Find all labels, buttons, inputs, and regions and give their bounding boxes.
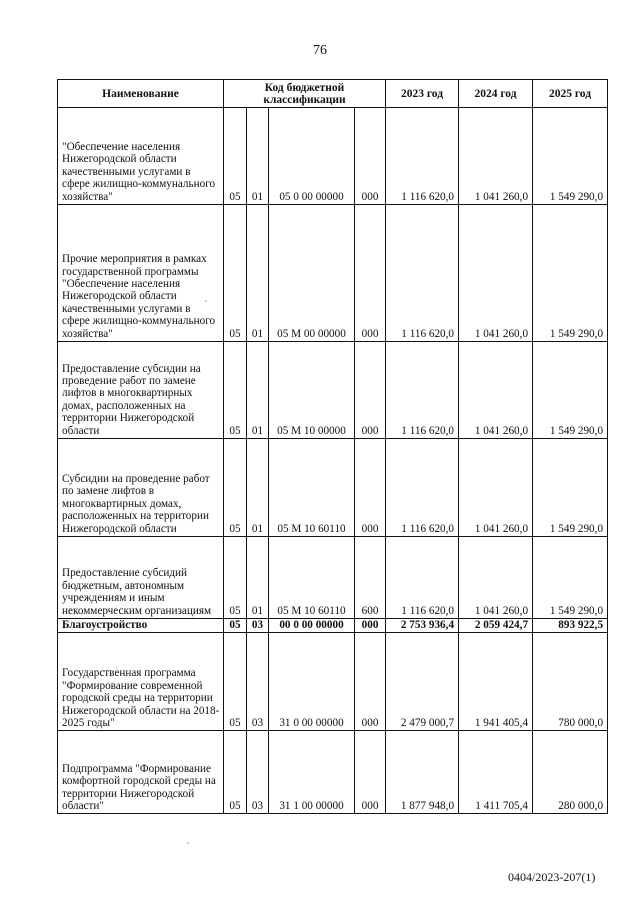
row-value-2023: 1 116 620,0 [386,439,459,537]
table-header-row [58,80,608,108]
table-row [58,108,608,205]
row-expense-type-code: 000 [355,342,386,439]
row-target-article-code: 05 М 10 00000 [269,342,355,439]
table-row [58,731,608,814]
row-name: "Обеспечение населения Нижегородской области качественными услугами в сфере жилищно-коммунального хозяйства" [58,108,224,205]
row-value-2025: 893 922,5 [533,619,608,633]
row-name: Предоставление субсидии на проведение работ по замене лифтов в многоквартирных домах, расположенных на территории Нижегородской области [58,342,224,439]
row-subsection-code: 01 [247,108,269,205]
row-target-article-code: 31 1 00 00000 [269,731,355,814]
row-expense-type-code: 600 [355,537,386,619]
row-value-2025: 280 000,0 [533,731,608,814]
row-expense-type-code: 000 [355,108,386,205]
row-expense-type-code: 000 [355,619,386,633]
row-value-2023: 2 479 000,7 [386,633,459,731]
row-value-2024: 1 041 260,0 [459,342,533,439]
row-value-2023: 1 116 620,0 [386,342,459,439]
row-name: Прочие мероприятия в рамках государственной программы "Обеспечение населения Нижегородской области качественными услугами в сфере жилищно-коммунального хозяйства" [58,205,224,342]
row-value-2024: 1 941 405,4 [459,633,533,731]
row-name: Благоустройство [58,619,224,633]
row-target-article-code: 00 0 00 00000 [269,619,355,633]
table-row [58,537,608,619]
row-name: Субсидии на проведение работ по замене лифтов в многоквартирных домах, расположенных на территории Нижегородской области [58,439,224,537]
row-name: Подпрограмма "Формирование комфортной городской среды на территории Нижегородской области" [58,731,224,814]
row-target-article-code: 05 0 00 00000 [269,108,355,205]
row-value-2025: 780 000,0 [533,633,608,731]
row-value-2025: 1 549 290,0 [533,205,608,342]
header-2023: 2023 год [386,80,459,108]
scan-speck [187,842,189,844]
row-target-article-code: 05 М 10 60110 [269,537,355,619]
row-value-2024: 1 411 705,4 [459,731,533,814]
row-expense-type-code: 000 [355,731,386,814]
row-value-2023: 1 116 620,0 [386,108,459,205]
row-expense-type-code: 000 [355,205,386,342]
row-section-code: 05 [224,537,247,619]
row-subsection-code: 01 [247,439,269,537]
row-target-article-code: 31 0 00 00000 [269,633,355,731]
document-code: 0404/2023-207(1) [508,870,596,884]
table-row [58,205,608,342]
row-section-code: 05 [224,108,247,205]
row-value-2024: 1 041 260,0 [459,108,533,205]
row-expense-type-code: 000 [355,439,386,537]
row-section-code: 05 [224,205,247,342]
header-code: Код бюджетной классификации [224,80,386,108]
header-2024: 2024 год [459,80,533,108]
table-row [58,633,608,731]
row-target-article-code: 05 М 00 00000 [269,205,355,342]
row-value-2024: 1 041 260,0 [459,439,533,537]
row-section-code: 05 [224,342,247,439]
row-value-2025: 1 549 290,0 [533,342,608,439]
row-value-2023: 1 116 620,0 [386,537,459,619]
row-subsection-code: 03 [247,633,269,731]
row-value-2025: 1 549 290,0 [533,537,608,619]
row-subsection-code: 03 [247,731,269,814]
row-value-2023: 1 116 620,0 [386,205,459,342]
row-section-code: 05 [224,439,247,537]
row-value-2025: 1 549 290,0 [533,108,608,205]
row-value-2024: 1 041 260,0 [459,537,533,619]
row-value-2024: 1 041 260,0 [459,205,533,342]
row-value-2024: 2 059 424,7 [459,619,533,633]
row-name: Предоставление субсидий бюджетным, автономным учреждениям и иным некоммерческим организациям [58,537,224,619]
row-section-code: 05 [224,619,247,633]
row-section-code: 05 [224,633,247,731]
budget-table [57,79,608,814]
header-name: Наименование [58,80,224,108]
row-expense-type-code: 000 [355,633,386,731]
row-value-2025: 1 549 290,0 [533,439,608,537]
row-subsection-code: 01 [247,537,269,619]
header-2025: 2025 год [533,80,608,108]
table-row [58,439,608,537]
row-name: Государственная программа "Формирование современной городской среды на территории Нижегородской области на 2018-2025 годы" [58,633,224,731]
row-value-2023: 1 877 948,0 [386,731,459,814]
row-value-2023: 2 753 936,4 [386,619,459,633]
row-target-article-code: 05 М 10 60110 [269,439,355,537]
table-row [58,342,608,439]
page-number: 76 [313,43,327,58]
row-subsection-code: 01 [247,205,269,342]
scan-speck [205,300,207,302]
table-row [58,619,608,633]
row-section-code: 05 [224,731,247,814]
row-subsection-code: 03 [247,619,269,633]
row-subsection-code: 01 [247,342,269,439]
